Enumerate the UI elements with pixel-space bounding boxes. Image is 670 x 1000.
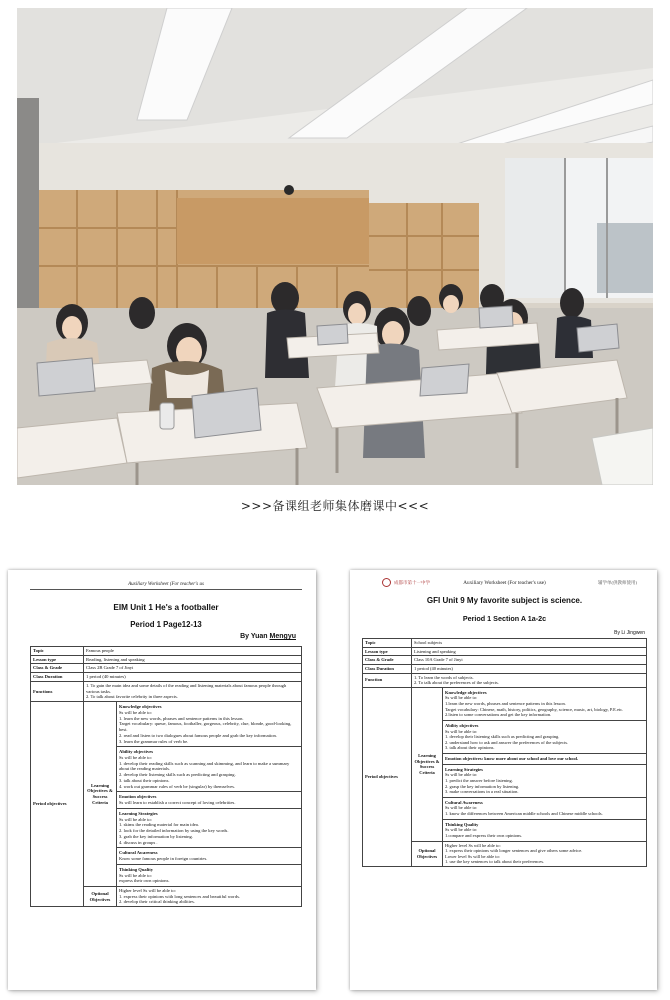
worksheet-period: Period 1 Page12-13 — [130, 620, 202, 629]
worksheet-table — [30, 646, 302, 907]
table-row: Topic Famous people — [31, 647, 302, 656]
worksheet-title: EIM Unit 1 He's a footballer — [113, 603, 219, 612]
usage-tag: 辅学单(供教师使用) — [598, 580, 637, 585]
photo-caption: >>>备课组老师集体磨课中<<< — [240, 499, 430, 513]
table-row: Lesson type Reading, listening and speaking — [31, 655, 302, 664]
table-row: Class & Grade Class 2B Grade 7 of Jinyi — [31, 664, 302, 673]
worksheet-period: Period 1 Section A 1a-2c — [462, 614, 547, 623]
table-row: Optional Objectives Higher level Ss will be able to: 1. express their opinions with long sentences and beautiful words. 2. develop their critical thinking abilities. — [31, 886, 302, 906]
worksheet-gfi-unit9 — [350, 570, 657, 990]
worksheet-title: GFI Unit 9 My favorite subject is science. — [426, 596, 583, 605]
classroom-photo — [17, 8, 653, 485]
table-row: Lesson type Listening and speaking — [363, 647, 647, 656]
aux-header: Auxiliary Worksheet (For teacher's us — [30, 582, 302, 590]
table-row: Topic School subjects — [363, 639, 647, 648]
table-row: Function 1. To learn the words of subjects. 2. To talk about the preferences of the subjects. — [363, 673, 647, 687]
school-name: 成都市第十一中学 — [394, 580, 430, 585]
worksheet-author: By Yuan Mengyu — [240, 633, 296, 640]
table-row: Period objectives Learning Objectives & Success Criteria Knowledge objectives Ss will be able to: 1.learn the new words, phrases and sentence patterns in this lesson. Target vocabulary: Chinese, math, history, politics, geography, science, music, art, biology, P.E.etc. 2.listen to some conversations and get the key information. Ability objectives Ss will be able to: 1. develop their listening skills such as predicting and grasping. 2. understand how to ask and answer the preferences of the subjects. 3. talk about their opinions. Emotion objectives: know more about our school and love our school. Learning Strategies Ss will be able to: 1. predict the answer before listening. 2. grasp the key information by listening. 3. make conversations in a real situation. Cultural Awareness Ss will be able to: 1. know the differences between American middle schools and Chinese middle schools. Thinking Quality Ss will be able to: 1.compare and express their own opinions. — [363, 687, 647, 841]
table-row: Class Duration 1 period (40 minutes) — [363, 664, 647, 673]
worksheet-eim-unit1 — [8, 570, 316, 990]
table-row: Period objectives Learning Objectives & Success Criteria Knowledge objectives Ss will be able to: 1. learn the new words, phrases and sentence patterns in this lesson. Target vocabulary: queue, famous, footballer, gorgeous, celebrity, clue, blonde, good-looking, best. 2. read and listen to two dialogues about famous people and grab the key information. 3. learn the grammar rules of verb be. Ability objectives Ss will be able to: 1. develop their reading skills such as scanning and skimming, and learn to make a summary about the reading materials. 2. develop their listening skills such as predicting and grasping. 3. talk about their opinions. 4. work out grammar rules of verb be (singular) by themselves. Emotion objectives Ss will learn to establish a correct concept of loving celebrities. Learning Strategies Ss will be able to: 1. skims the reading material for main idea. 2. look for the detailed information by using the key words. 3. grab the key information by listening. 4. discuss in groups . Cultural Awareness Know some famous people in foreign countries. Thinking Quality Ss will be able to: express their own opinions. — [31, 702, 302, 887]
table-row: Class & Grade Class 10A Grade 7 of Jinyi — [363, 656, 647, 665]
worksheet-table — [362, 638, 647, 867]
table-row: Class Duration 1 period (40 minutes) — [31, 673, 302, 682]
worksheet-author: By Li Jingwen — [614, 630, 645, 636]
table-row: Functions 1. To gain the main idea and some details of the reading and listening materials about famous people through various tasks. 2. To talk about favorite celebrity in three aspects. — [31, 681, 302, 701]
table-row: Optional Objectives Higher level Ss will be able to: 1. express their opinions with longer sentences and give others some advice. Lower level Ss will be able to: 1. use the key sentences to talk about their preferences. — [363, 841, 647, 867]
aux-header: 成都市第十一中学 Auxiliary Worksheet (For teacher's use) 辅学单(供教师使用) — [362, 580, 647, 588]
school-logo-icon — [382, 578, 391, 587]
